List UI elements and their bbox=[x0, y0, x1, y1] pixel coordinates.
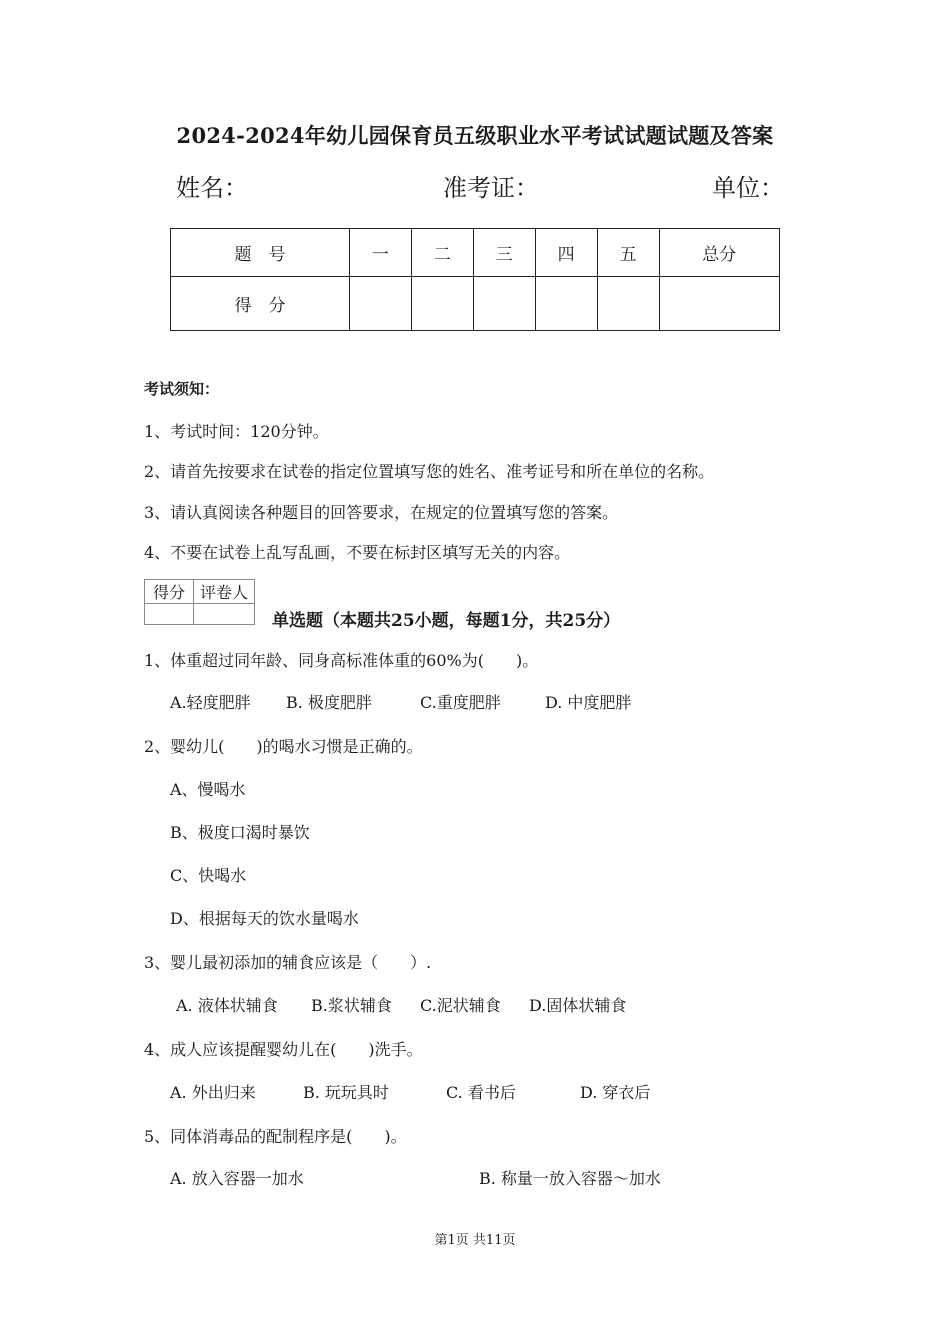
question-option: D.固体状辅食 bbox=[529, 996, 627, 1015]
score-table-header-cell: 四 bbox=[535, 229, 597, 277]
grader-reviewer-cell[interactable] bbox=[194, 604, 255, 625]
score-table-header-cell: 三 bbox=[473, 229, 535, 277]
question-stem: 2、婴幼儿( )的喝水习惯是正确的。 bbox=[144, 737, 423, 756]
notice-item: 3、请认真阅读各种题目的回答要求，在规定的位置填写您的答案。 bbox=[144, 503, 619, 522]
score-table-header-cell: 一 bbox=[349, 229, 411, 277]
question-option: C、快喝水 bbox=[170, 866, 247, 885]
notice-item: 4、不要在试卷上乱写乱画，不要在标封区填写无关的内容。 bbox=[144, 543, 571, 562]
score-cell[interactable] bbox=[597, 277, 659, 331]
score-table-header-cell: 题 号 bbox=[171, 229, 350, 277]
question-option: D、根据每天的饮水量喝水 bbox=[170, 909, 359, 928]
score-cell[interactable] bbox=[473, 277, 535, 331]
grader-score-cell[interactable] bbox=[145, 604, 194, 625]
question-option: B. 极度肥胖 bbox=[286, 693, 372, 712]
page-footer: 第1页 共11页 bbox=[434, 1233, 516, 1248]
notice-heading: 考试须知： bbox=[144, 380, 220, 398]
notice-item: 2、请首先按要求在试卷的指定位置填写您的姓名、准考证号和所在单位的名称。 bbox=[144, 462, 715, 481]
question-option: C.泥状辅食 bbox=[420, 996, 501, 1015]
question-option: B. 称量一放入容器～加水 bbox=[479, 1169, 661, 1188]
question-stem: 5、同体消毒品的配制程序是( )。 bbox=[144, 1127, 407, 1146]
score-cell[interactable] bbox=[659, 277, 779, 331]
exam-id-field-label: 准考证： bbox=[443, 174, 539, 202]
question-option: B. 玩玩具时 bbox=[303, 1083, 389, 1102]
grader-box bbox=[144, 579, 255, 625]
grader-reviewer-label: 评卷人 bbox=[194, 580, 255, 604]
score-table-header-cell: 五 bbox=[597, 229, 659, 277]
notice-item: 1、考试时间：120分钟。 bbox=[144, 422, 329, 441]
question-option: B.浆状辅食 bbox=[311, 996, 392, 1015]
question-option: A. 液体状辅食 bbox=[176, 996, 278, 1015]
score-table-header-row bbox=[171, 229, 780, 277]
name-field-label: 姓名： bbox=[176, 174, 248, 202]
question-option: A. 放入容器一加水 bbox=[170, 1169, 304, 1188]
question-option: A. 外出归来 bbox=[170, 1083, 256, 1102]
question-option: D. 穿衣后 bbox=[580, 1083, 651, 1102]
question-stem: 3、婴儿最初添加的辅食应该是（ ）. bbox=[144, 953, 432, 972]
question-option: C.重度肥胖 bbox=[420, 693, 501, 712]
section-title: 单选题（本题共25小题，每题1分，共25分） bbox=[272, 611, 621, 631]
score-table-header-cell: 总分 bbox=[659, 229, 779, 277]
question-option: A.轻度肥胖 bbox=[170, 693, 251, 712]
score-table-score-row bbox=[171, 277, 780, 331]
question-option: D. 中度肥胖 bbox=[545, 693, 632, 712]
grader-score-label: 得分 bbox=[145, 580, 194, 604]
score-cell[interactable] bbox=[349, 277, 411, 331]
score-cell[interactable] bbox=[411, 277, 473, 331]
question-stem: 1、体重超过同年龄、同身高标准体重的60%为( )。 bbox=[144, 651, 539, 670]
question-option: C. 看书后 bbox=[446, 1083, 516, 1102]
score-table-header-cell: 二 bbox=[411, 229, 473, 277]
score-row-label: 得 分 bbox=[171, 277, 350, 331]
unit-field-label: 单位： bbox=[712, 174, 784, 202]
score-table bbox=[170, 228, 780, 331]
document-title: 2024-2024年幼儿园保育员五级职业水平考试试题试题及答案 bbox=[176, 123, 774, 148]
question-option: B、极度口渴时暴饮 bbox=[170, 823, 310, 842]
question-option: A、慢喝水 bbox=[170, 780, 246, 799]
score-cell[interactable] bbox=[535, 277, 597, 331]
question-stem: 4、成人应该提醒婴幼儿在( )洗手。 bbox=[144, 1040, 423, 1059]
